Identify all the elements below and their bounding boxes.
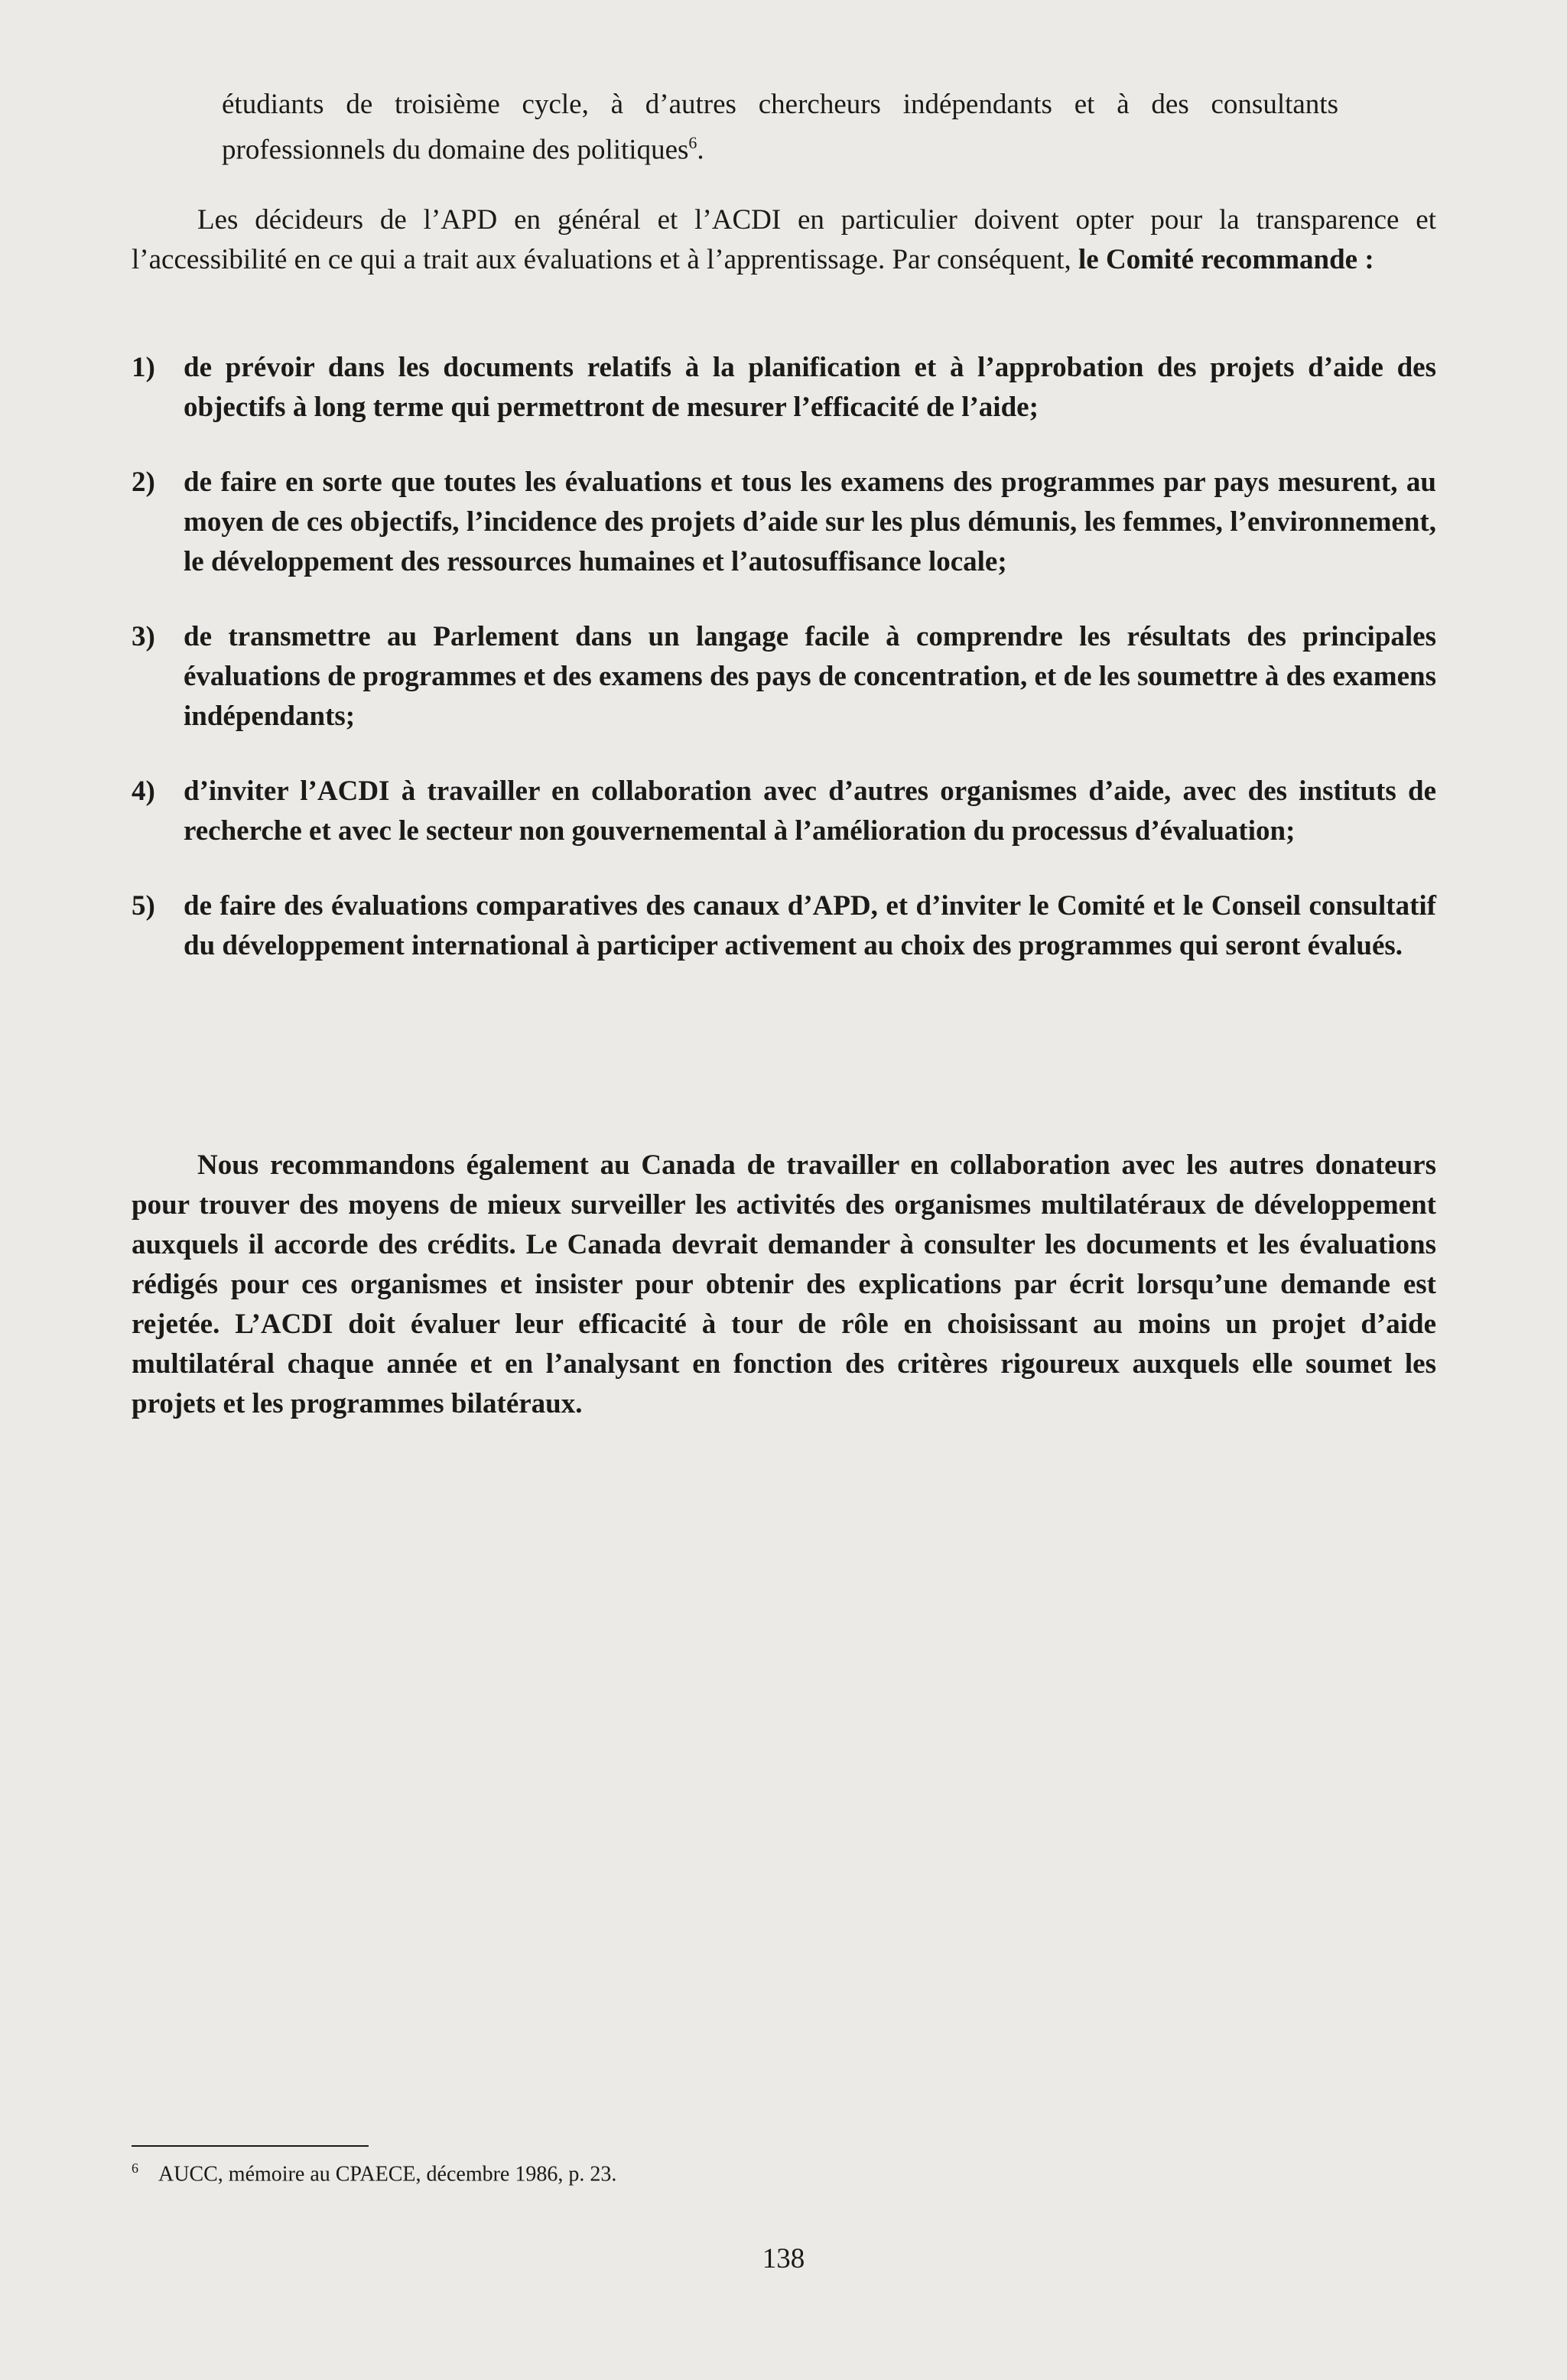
footnote-mark: 6 — [132, 2161, 138, 2176]
aucc-acronym: AUCC — [158, 2162, 218, 2187]
footnote — [132, 2153, 616, 2190]
recommendation-item — [132, 772, 1436, 851]
bleed-through-text — [132, 1468, 1436, 1508]
rec4-text-1: d’inviter l’ — [184, 775, 317, 807]
footnote-reference: 6 — [688, 133, 697, 152]
recommendation-item — [132, 886, 1436, 966]
recommendation-text — [184, 772, 1436, 851]
recommendation-text: de prévoir dans les documents relatifs à la planification et à l’approbation des projets d’aide des objectifs à long terme qui permettront de mesurer l’efficacité de l’aide; — [184, 352, 1436, 423]
para1-text-2: en général et l’ — [497, 204, 712, 236]
acdi-acronym: ACDI — [260, 1309, 333, 1340]
rec5-text-1: de faire des évaluations comparatives des canaux d’ — [184, 890, 813, 922]
apd-acronym: APD — [441, 204, 498, 236]
committee-recommends: le Comité recommande : — [1078, 244, 1374, 275]
acdi-acronym: ACDI — [317, 775, 390, 807]
page-number: 138 — [762, 2243, 805, 2274]
recommendation-number: 2) — [132, 467, 155, 498]
intro-text: étudiants de troisième cycle, à d’autres chercheurs indépendants et à des consultants professionnels du domaine des politiques — [222, 89, 1338, 166]
intro-end: . — [697, 134, 704, 166]
para2-text-1: Nous recommandons également au Canada de travailler en collaboration avec les autres donateurs pour trouver des moyens de mieux surveiller les activités des organismes multilatéraux de développement auxquels il accorde des crédits. Le Canada devrait demander à consulter les documents et les évaluations rédigés pour ces organismes et insister pour obtenir des explications par écrit lorsqu’une demande est rejetée. L’ — [132, 1149, 1436, 1340]
footnote-text-2: , décembre 1986, p. 23. — [415, 2162, 617, 2187]
recommendation-number: 5) — [132, 890, 155, 922]
para1-text-1: Les décideurs de l’ — [197, 204, 441, 236]
recommendation-text — [184, 886, 1436, 966]
apd-acronym: APD — [812, 890, 871, 922]
multilateral-paragraph — [132, 1146, 1436, 1424]
para1-text-3: en particulier doivent opter pour la transparence et l’accessibilité en ce qui a trait aux évaluations et à l’apprentissage. Par conséquent, — [132, 204, 1436, 275]
recommendation-item — [132, 348, 1436, 428]
para2-text-2: doit évaluer leur efficacité à tour de rôle en choisissant au moins un projet d’aide multilatéral chaque année et en l’analysant en fonction des critères rigoureux auxquels elle soumet les projets et les programmes bilatéraux. — [132, 1309, 1436, 1419]
intro-paragraph — [222, 86, 1338, 169]
cpaece-acronym: CPAECE — [335, 2162, 416, 2187]
acdi-acronym: ACDI — [711, 204, 782, 236]
rec5-text-2: , et d’inviter le Comité et le Conseil consultatif du développement international à participer activement au choix des programmes qui seront évalués. — [184, 890, 1437, 961]
footnote-divider — [132, 2145, 369, 2147]
rec4-text-2: à travailler en collaboration avec d’autres organismes d’aide, avec des instituts de recherche et avec le secteur non gouvernemental à l’amélioration du processus d’évaluation; — [184, 775, 1437, 847]
recommendation-text: de faire en sorte que toutes les évaluations et tous les examens des programmes par pays mesurent, au moyen de ces objectifs, l’incidence des projets d’aide sur les plus démunis, les femmes, l’environnement, le développement des ressources humaines et l’autosuffisance locale; — [184, 467, 1436, 577]
recommendation-number: 1) — [132, 352, 155, 383]
recommendation-item — [132, 463, 1436, 582]
recommendation-item — [132, 617, 1436, 736]
recommendations-list — [132, 348, 1436, 1001]
decision-makers-paragraph — [132, 200, 1436, 280]
recommendation-text: de transmettre au Parlement dans un langage facile à comprendre les résultats des principales évaluations de programmes et des examens des pays de concentration, et de les soumettre à des examens indépendants; — [184, 621, 1436, 732]
recommendation-number: 3) — [132, 621, 155, 652]
footnote-text-1: , mémoire au — [217, 2162, 336, 2187]
recommendation-number: 4) — [132, 775, 155, 807]
